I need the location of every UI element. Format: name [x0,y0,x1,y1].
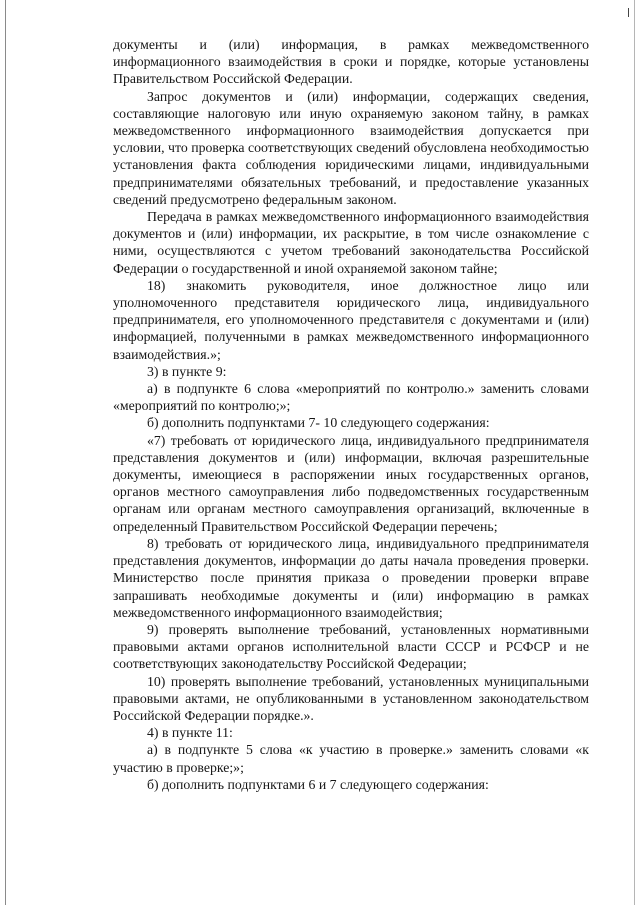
paragraph-point-4a: а) в подпункте 5 слова «к участию в проверке.» заменить словами «к участию в проверке;»; [113,742,589,775]
paragraph-item-7: «7) требовать от юридического лица, индивидуального предпринимателя представления документов и (или) информации, включая разрешительные документы, имеющиеся в распоряжении иных государственных органов, органов местного самоуправления либо подведомственных государственным органам или органам местного самоуправления организаций, включенные в определенный Правительством Российской Федерации перечень; [113,432,589,534]
paragraph-point-3a: а) в подпункте 6 слова «мероприятий по контролю.» заменить словами «мероприятий по контролю;»; [113,381,589,414]
paragraph-transfer-documents: Передача в рамках межведомственного информационного взаимодействия документов и (или) информации, их раскрытие, в том числе ознакомление с ними, осуществляются с учетом требований законодательства Российской Федерации о государственной и иной охраняемой законом тайне; [113,209,589,276]
paragraph-point-3: 3) в пункте 9: [147,363,227,379]
paragraph-continuation: документы и (или) информация, в рамках межведомственного информационного взаимодействия в сроки и порядке, которые установлены Правительством Российской Федерации. [113,37,589,87]
paragraph-point-4: 4) в пункте 11: [147,725,233,741]
paragraph-item-9: 9) проверять выполнение требований, установленных нормативными правовыми актами органов исполнительной власти СССР и РСФСР и не соответствующих законодательству Российской Федерации; [113,621,589,672]
scan-right-edge [634,0,635,905]
paragraph-point-3b: б) дополнить подпунктами 7- 10 следующего содержания: [147,415,490,431]
scan-mark [628,8,629,17]
document-page [113,36,589,793]
paragraph-item-8: 8) требовать от юридического лица, индивидуального предпринимателя представления документов, информации до даты начала проведения проверки. Министерство после принятия приказа о проведении проверки вправе запрашивать необходимые документы и (или) информацию в рамках межведомственного информационного взаимодействия; [113,535,589,620]
paragraph-secret-info-request: Запрос документов и (или) информации, содержащих сведения, составляющие налоговую или иную охраняемую законом тайну, в рамках межведомственного информационного взаимодействия допускается при условии, что проверка соответствующих сведений обусловлена необходимостью установления факта соблюдения юридическими лицами, индивидуальными предпринимателями обязательных требований, и предоставление указанных сведений предусмотрено федеральным законом. [113,88,589,207]
paragraph-item-18: 18) знакомить руководителя, иное должностное лицо или уполномоченного представителя юридического лица, индивидуального предпринимателя, его уполномоченного представителя с документами и (или) информацией, полученными в рамках межведомственного информационного взаимодействия.»; [113,277,589,362]
paragraph-point-4b: б) дополнить подпунктами 6 и 7 следующего содержания: [147,776,489,792]
paragraph-item-10: 10) проверять выполнение требований, установленных муниципальными правовыми актами, не опубликованными в установленном законодательством Российской Федерации порядке.». [113,673,589,723]
scan-left-edge [5,0,6,905]
